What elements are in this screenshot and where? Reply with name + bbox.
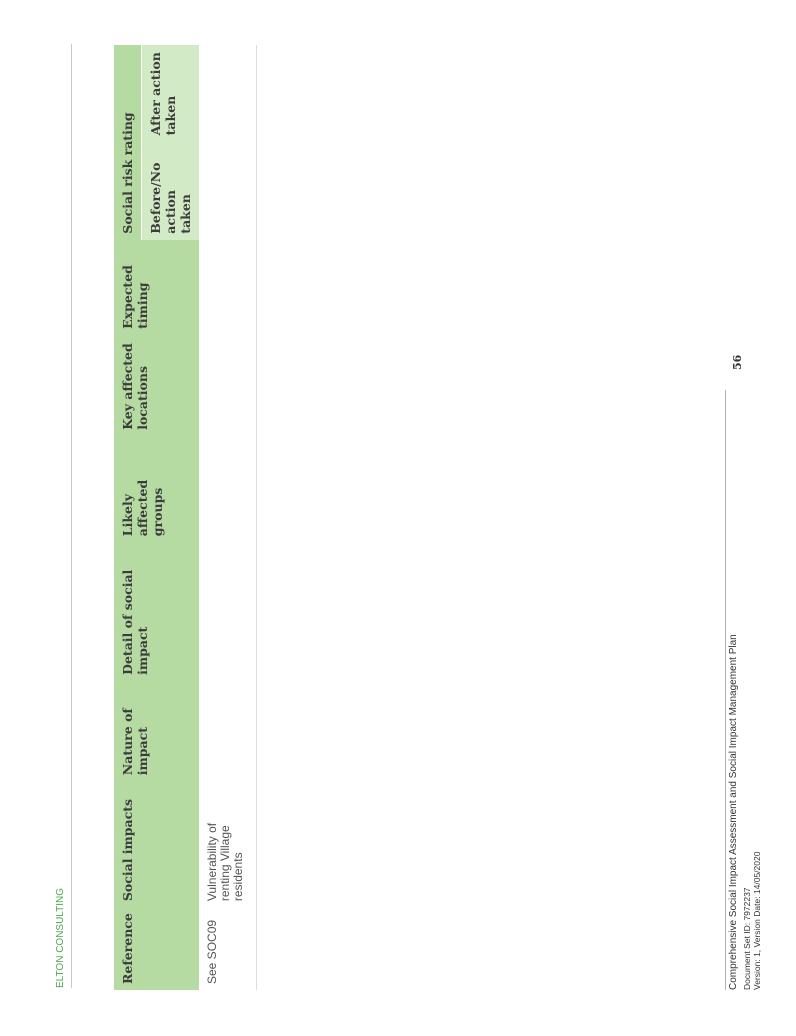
- cell-timing: [199, 240, 257, 335]
- version-info: Version: 1, Version Date: 14/05/2020: [752, 851, 763, 990]
- cell-nature: [199, 681, 257, 781]
- header-reference: Reference: [114, 907, 199, 990]
- cell-before: [199, 141, 257, 239]
- page-number: 56: [731, 354, 744, 370]
- footer-meta: [742, 852, 762, 990]
- cell-reference: See SOC09: [199, 907, 257, 990]
- footer-title: Comprehensive Social Impact Assessment and Social Impact Management Plan: [728, 634, 739, 990]
- cell-after: [199, 45, 257, 141]
- header-detail: Detail of social impact: [114, 542, 199, 681]
- header-after: After action taken: [142, 45, 200, 141]
- header-before: Before/No action taken: [142, 141, 200, 239]
- header-timing: Expected timing: [114, 240, 199, 335]
- cell-groups: [199, 436, 257, 542]
- cell-social-impact: Vulnerability of renting Village residents: [199, 781, 257, 907]
- header-divider: [71, 44, 72, 988]
- table-header-row: [114, 45, 142, 990]
- document-id: Document Set ID: 7972237: [742, 887, 752, 990]
- brand-name: ELTON CONSULTING: [55, 887, 66, 988]
- header-social-impacts: Social impacts: [114, 781, 199, 907]
- header-risk-rating: Social risk rating: [114, 45, 142, 240]
- header-groups: Likely affected groups: [114, 436, 199, 542]
- cell-locations: [199, 335, 257, 436]
- header-locations: Key affected locations: [114, 335, 199, 436]
- cell-detail: [199, 542, 257, 681]
- table-row: [199, 45, 257, 990]
- social-impact-table: [114, 45, 257, 990]
- rotated-page: [114, 40, 774, 990]
- footer-divider: [725, 390, 726, 990]
- header-nature: Nature of impact: [114, 681, 199, 781]
